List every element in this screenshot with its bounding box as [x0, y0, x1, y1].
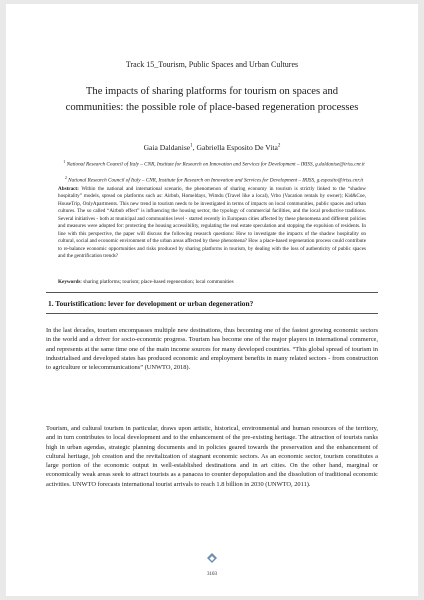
abstract-text: Within the national and international scenario, the phenomenon of sharing economy in tourism is strictly linked to the “shadow hospitality” models, spread on platforms such as: Airbnb, Homeldays, Wimdu (Travel like a local), Vrbo (Vacation rentals by owner); Kid&Coe, HouseTrip, OnlyApartments. This new trend in tourism needs to be investigated in terms of impacts on local communities, public spaces and urban cultures. The so called “Airbnb effect” is influencing the housing sector, the typology of commercial facilities, and the local productive traditions. Several initiatives - both at municipal and communities level - started recently in European cities affected by these phenomena and different policies and measures were adopted for: protecting the housing accessibility, regulating the real estate speculation and stopping the expulsion of residents. In line with this perspective, the paper will discuss the following research questions: How to investigate the impacts of the shadow hospitality on cultural, social and economic environment of the urban areas affected by these phenomena? How a place-based regeneration process could contribute to re-balance economic opportunities and risks produced by sharing platforms in tourism, by dealing with the loss of authenticity of public spaces and the gentrification trends? — [58, 186, 366, 260]
author-name: Gaia Daldanise — [143, 143, 191, 152]
keywords — [58, 279, 366, 285]
author-affiliation-marker: 2 — [277, 143, 281, 149]
affiliation-marker: 1 — [63, 159, 66, 164]
author-affiliation-marker: 1 — [190, 143, 193, 149]
affiliation-text: National Research Council of Italy – CNR, Institute for Research on Innovation and Services for Development – IRISS, g.daldanise@iriss.cnr.it — [66, 161, 365, 168]
paper-page — [6, 4, 418, 596]
section-rule-bottom — [46, 313, 378, 314]
paper-title: The impacts of sharing platforms for tourism on spaces and communities: the possible role of place-based regeneration processes — [65, 86, 359, 113]
section-heading: 1. Touristification: lever for development or urban degeneration? — [48, 299, 254, 308]
abstract — [58, 186, 366, 261]
track-label: Track 15_Tourism, Public Spaces and Urban Cultures — [125, 60, 299, 69]
affiliation-marker: 2 — [64, 175, 67, 180]
keywords-text: : sharing platforms; tourism; place-based regeneration; local communities — [80, 279, 234, 285]
abstract-label: Abstract: — [58, 186, 79, 192]
body-paragraph: In the last decades, tourism encompasses multiple new destinations, thus becoming one of the fastest growing economic sectors in the world and a driver for socio-economic progress. Tourism has become one of the major players in international commerce, and represents at the same time one of the main income sources for many developed countries. “This global spread of tourism in industrialised and developed states has produced economic and employment benefits in many related sectors - from construction to agriculture or telecommunications” (UNWTO, 2018). — [46, 327, 378, 372]
page-number: 3103 — [207, 572, 217, 577]
affiliation-text: National Research Council of Italy – CNR, Institute for Research on Innovation and Services for Development – IRISS, g.esposito@iriss.cnr.it — [68, 177, 364, 184]
affiliation — [42, 158, 386, 169]
affiliation — [42, 174, 386, 185]
section-rule-top — [46, 292, 378, 293]
page-ornament-icon — [202, 551, 222, 569]
author-name: Gabriella Esposito De Vita — [196, 143, 278, 152]
body-paragraph: Tourism, and cultural tourism in particular, draws upon artistic, historical, environmental and human resources of the territory, and in turn contributes to local development and to the enhancement of the pre-existing heritage. The attraction of tourists ranks high in urban agendas, strategic planning documents and in policies geared towards the preservation and the enhancement of cultural heritage, job creation and the revitalization of stagnant economic sectors. As an economic sector, tourism constitutes a large portion of the economic output in well-established destinations and in art cities. On the other hand, marginal or economically weak areas seek to attract tourists as a panacea to counter depopulation and the dissolution of traditional economic activities. UNWTO forecasts international tourist arrivals to reach 1.8 billion in 2030 (UNWTO, 2011). — [46, 425, 378, 488]
keywords-label: Keywords — [58, 279, 81, 285]
author-line — [6, 143, 418, 152]
author-separator: , — [192, 143, 197, 152]
